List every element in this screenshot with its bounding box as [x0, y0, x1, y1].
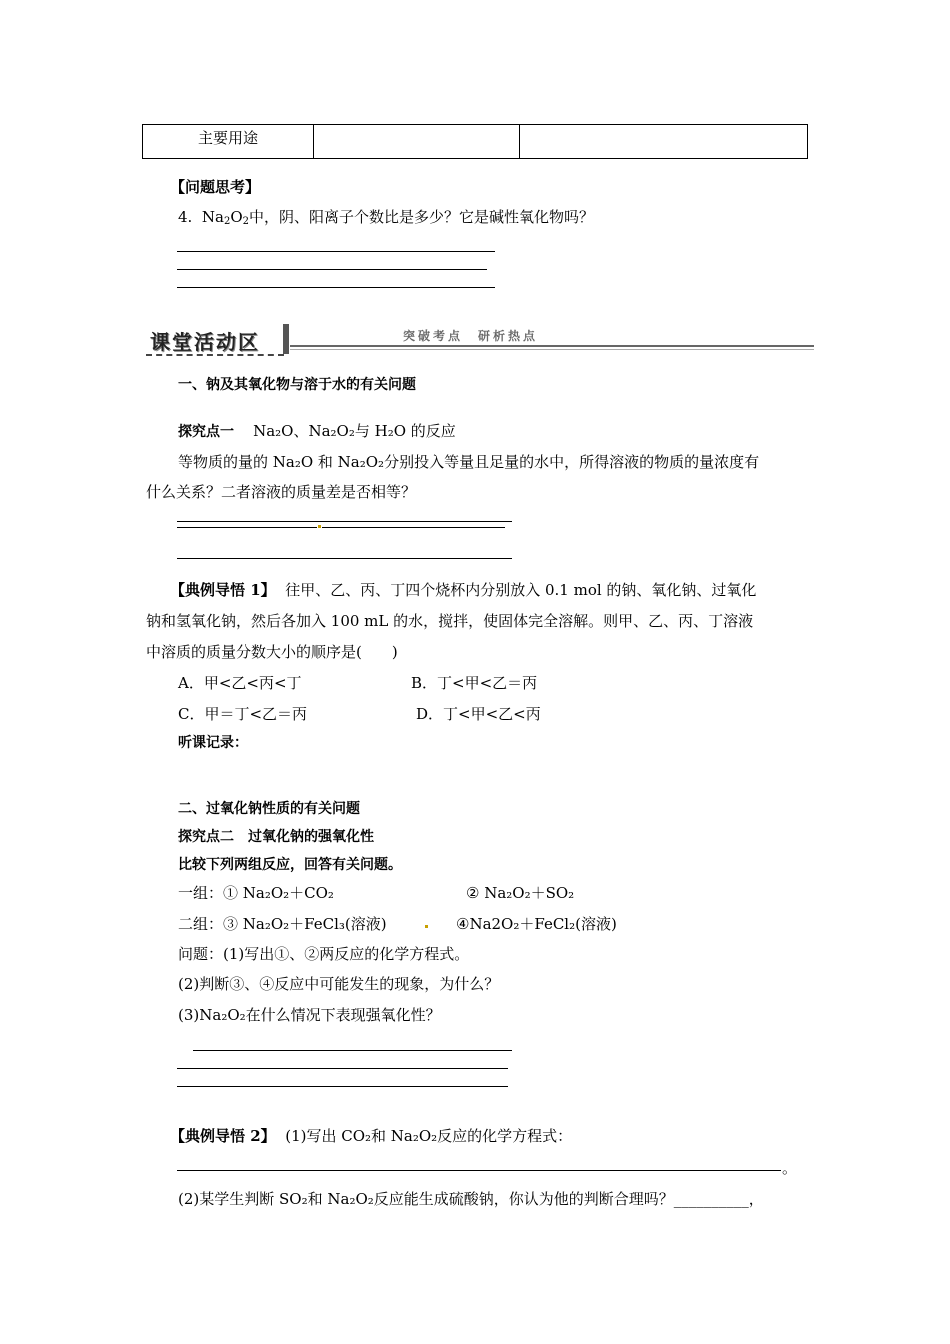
- option-a: A．甲<乙<丙<丁: [178, 674, 302, 692]
- answer-line: [177, 1086, 508, 1087]
- answer-line: [177, 521, 512, 522]
- mark-dot: [425, 925, 428, 928]
- section2-heading: 二、过氧化钠性质的有关问题: [178, 801, 360, 817]
- q4-formula: $Na_2O_2$: [201, 208, 249, 227]
- question-4: [178, 206, 594, 227]
- example2-q2: (2)某学生判断 SO₂和 Na₂O₂反应能生成硫酸钠，你认为他的判断合理吗？__________，: [178, 1190, 764, 1208]
- table-cell: [314, 125, 520, 159]
- section1-heading: 一、钠及其氧化物与溶于水的有关问题: [178, 377, 416, 393]
- probe2-q3: (3)Na₂O₂在什么情况下表现强氧化性？: [178, 1006, 441, 1024]
- table-row: [143, 125, 808, 159]
- answer-line: [177, 558, 512, 559]
- probe1-question-line2: 什么关系？二者溶液的质量差是否相等？: [146, 483, 417, 501]
- answer-line: [193, 1050, 512, 1051]
- probe2-instruction: 比较下列两组反应，回答有关问题。: [178, 857, 402, 873]
- probe2-q2: (2)判断③、④反应中可能发生的现象，为什么？: [178, 975, 500, 993]
- example1-line3: 中溶质的质量分数大小的顺序是( ): [146, 643, 398, 661]
- probe1-label: 探究点一: [178, 424, 234, 440]
- option-b: B．丁<甲<乙＝丙: [411, 674, 538, 692]
- example1-line2: 钠和氢氧化钠，然后各加入 100 mL 的水，搅拌，使固体完全溶解。则甲、乙、丙、丁溶液: [146, 612, 754, 630]
- answer-line: [177, 1068, 508, 1069]
- example2-q1: (1)写出 CO₂和 Na₂O₂反应的化学方程式：: [285, 1127, 573, 1145]
- group2-reaction-4: ④Na2O₂＋FeCl₂(溶液): [456, 915, 617, 933]
- example2-tag: 【典例导悟 2】: [170, 1127, 276, 1145]
- probe1-title: Na₂O、Na₂O₂与 H₂O 的反应: [253, 422, 456, 440]
- thinking-heading: 【问题思考】: [170, 178, 261, 196]
- answer-line: [177, 287, 495, 288]
- table-row-label: 主要用途: [143, 125, 314, 159]
- example1-tag: 【典例导悟 1】: [170, 581, 276, 599]
- example2-q1-line: [170, 1125, 572, 1146]
- banner-dash: [146, 354, 284, 356]
- banner-subtitle: 突破考点 研析热点: [403, 329, 539, 343]
- uses-table: [142, 124, 808, 159]
- answer-line: [177, 251, 495, 252]
- answer-line: [177, 269, 487, 270]
- answer-line: [177, 1170, 781, 1171]
- probe1: [178, 420, 456, 441]
- probe1-question-line1: 等物质的量的 Na₂O 和 Na₂O₂分别投入等量且足量的水中，所得溶液的物质的量浓度有: [178, 453, 760, 471]
- notes-label: 听课记录：: [178, 735, 248, 751]
- group2-reaction-3: 二组：③ Na₂O₂＋FeCl₃(溶液): [178, 915, 387, 933]
- banner-rule: [290, 345, 814, 347]
- banner-rule: [290, 349, 814, 350]
- answer-line: [322, 527, 505, 528]
- option-c: C．甲＝丁<乙＝丙: [178, 705, 308, 723]
- answer-line-end: 。: [782, 1159, 798, 1177]
- q4-text: 中，阴、阳离子个数比是多少？它是碱性氧化物吗？: [249, 208, 595, 226]
- mark-dot: [318, 525, 321, 528]
- banner-title: 课堂活动区: [150, 330, 260, 354]
- group1-reaction-1: 一组：① Na₂O₂＋CO₂: [178, 884, 334, 902]
- probe2-q1: 问题：(1)写出①、②两反应的化学方程式。: [178, 945, 470, 963]
- banner-bar: [283, 324, 289, 354]
- table-cell: [520, 125, 808, 159]
- example1-line1: 【典例导悟 1】 往甲、乙、丙、丁四个烧杯内分别放入 0.1 mol 的钠、氧化钠、过氧化: [170, 581, 757, 599]
- probe2-title: 探究点二 过氧化钠的强氧化性: [178, 829, 374, 845]
- option-d: D．丁<甲<乙<丙: [416, 705, 541, 723]
- group1-reaction-2: ② Na₂O₂＋SO₂: [466, 884, 575, 902]
- q4-number: 4.: [178, 208, 193, 226]
- answer-line: [177, 527, 317, 528]
